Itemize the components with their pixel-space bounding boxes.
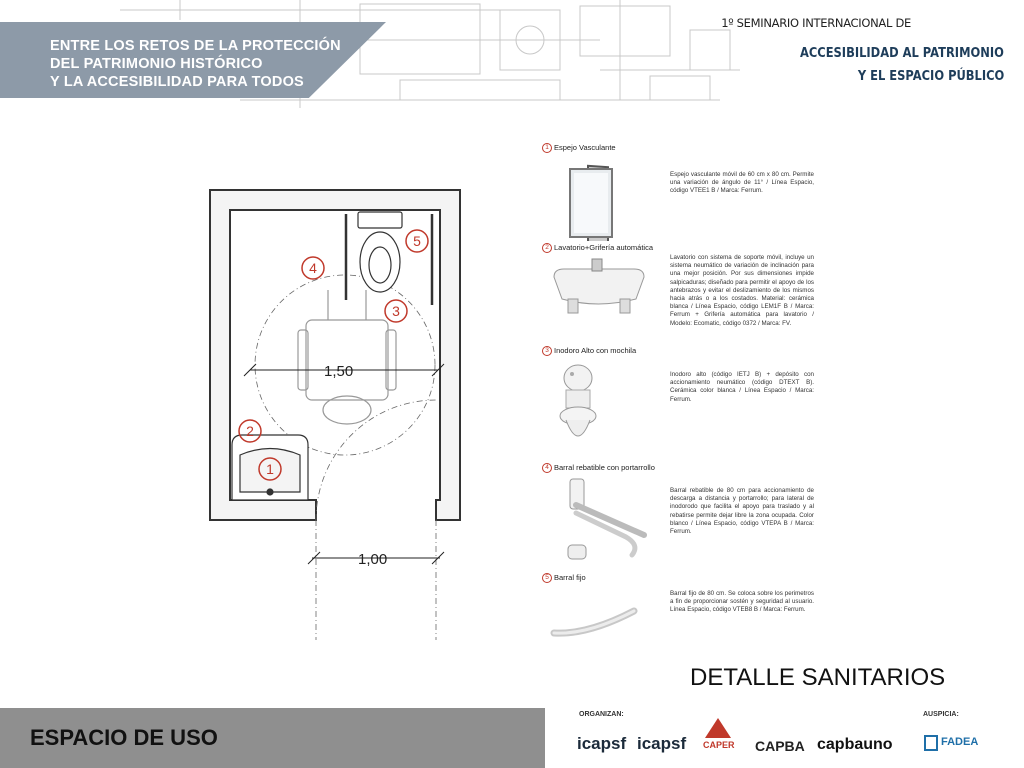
dimension-door-label: 1,00 (358, 551, 388, 568)
product-number: 3 (542, 346, 552, 356)
product-title-text: Barral fijo (554, 573, 586, 582)
folding-bar-icon (548, 475, 658, 571)
product-title-text: Barral rebatible con portarrollo (554, 463, 655, 472)
product-mirror (542, 143, 822, 243)
toilet (358, 212, 402, 292)
fadea-emblem-icon (923, 732, 939, 754)
fixed-bar-icon (548, 589, 648, 645)
logo-capba: CAPBA (755, 738, 805, 754)
organizan-label: ORGANIZAN: (579, 711, 624, 718)
toilet-icon (548, 360, 608, 456)
logo-caper: CAPER (703, 740, 735, 750)
mirror-icon (548, 161, 618, 241)
marker-5: 5 (413, 233, 421, 249)
product-folding-bar (542, 463, 822, 578)
product-fixed-bar (542, 573, 822, 645)
product-description: Inodoro alto (código IETJ B) + depósito con accionamiento neumático (código DTEXT B). Cerámica color blanca / Línea Espacio / Marca: Ferrum. (670, 371, 814, 403)
logo-icapsf-1: icapsf (577, 734, 627, 753)
product-sink (542, 243, 822, 348)
marker-1: 1 (266, 461, 274, 477)
footer (0, 708, 1024, 768)
product-title-text: Espejo Vasculante (554, 143, 616, 152)
marker-2: 2 (246, 423, 254, 439)
dimension-width-label: 1,50 (324, 363, 354, 380)
product-title (542, 243, 822, 253)
banner-line-3: Y LA ACCESIBILIDAD PARA TODOS (50, 74, 304, 90)
product-number: 4 (542, 463, 552, 473)
event-title-line-2: Y EL ESPACIO PÚBLICO (857, 68, 1004, 84)
header (0, 0, 1024, 108)
wheelchair-user (298, 290, 396, 424)
bathroom-floor-plan (200, 180, 470, 650)
logo-icapsf-2: icapsf (637, 734, 687, 753)
caper-emblem-icon (703, 716, 733, 738)
product-number: 2 (542, 243, 552, 253)
banner-line-1: ENTRE LOS RETOS DE LA PROTECCIÓN (50, 38, 341, 54)
product-description: Espejo vasculante móvil de 60 cm x 80 cm. Permite una variación de ángulo de 11° / Línea Espacio, código VTEE1 B / Marca: Ferrum. (670, 171, 814, 195)
banner-line-2: DEL PATRIMONIO HISTÓRICO (50, 56, 263, 72)
logo-capbauno: capbauno (817, 736, 893, 753)
product-title-text: Lavatorio+Grifería automática (554, 243, 654, 252)
product-title (542, 463, 822, 473)
product-description: Lavatorio con sistema de soporte móvil, incluye un sistema neumático de variación de inclinación para una mejor posición. Por sus dimensiones impide salpicaduras; diseñado para permitir el apoyo de los antebrazos y evitar el deslizamiento de los mismos hacia atrás o a los costados. Material: cerámica blanca / Línea Espacio, código LEM1F B / Marca: Ferrum + Grifería automática para lavatorio / Modelo: Ecomatic, código 0372 / Marca: FV. (670, 254, 814, 327)
seminar-label: 1º SEMINARIO INTERNACIONAL DE (721, 16, 911, 30)
product-number: 5 (542, 573, 552, 583)
product-title-text: Inodoro Alto con mochila (554, 346, 637, 355)
event-title-line-1: ACCESIBILIDAD AL PATRIMONIO (800, 45, 1004, 61)
product-title (542, 573, 822, 583)
sponsor-logos (545, 708, 1024, 768)
product-number: 1 (542, 143, 552, 153)
sink-icon (548, 255, 648, 325)
logo-fadea: FADEA (941, 736, 979, 748)
auspicia-label: AUSPICIA: (923, 711, 959, 718)
section-title: DETALLE SANITARIOS (690, 664, 946, 691)
product-title (542, 346, 822, 356)
footer-title: ESPACIO DE USO (30, 725, 218, 750)
product-title (542, 143, 822, 153)
marker-3: 3 (392, 303, 400, 319)
product-toilet (542, 346, 822, 461)
marker-4: 4 (309, 260, 317, 276)
product-description: Barral rebatible de 80 cm para accionamiento de descarga a distancia y portarrollo; para lateral de inodorodo que facilita el apoyo para traslado y al rebatirse permite dejar libre la zona ocupada. Color blanco / Línea Espacio, código VTEPA B / Marca: Ferrum. (670, 487, 814, 535)
product-description: Barral fijo de 80 cm. Se coloca sobre los perimetros a fin de proporcionar sostén y seguridad al usuario. Línea Espacio, código VTEB8 B / Marca: Ferrum. (670, 590, 814, 614)
